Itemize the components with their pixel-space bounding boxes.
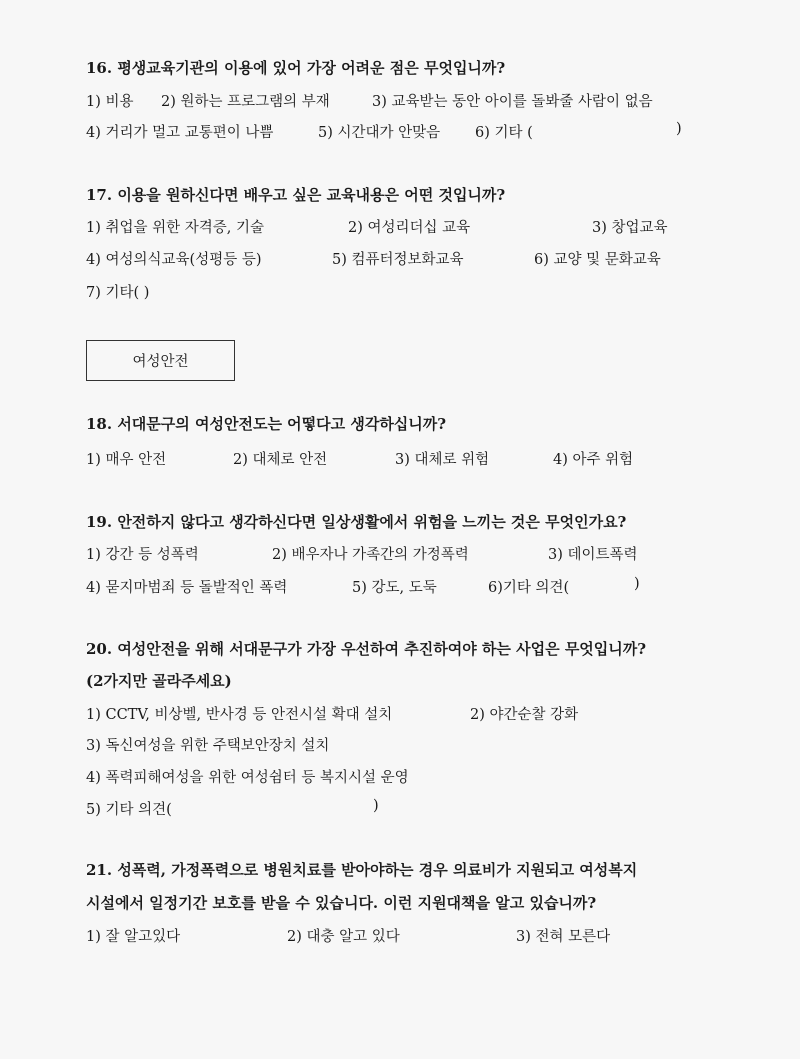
q16-option-4[interactable]: 4) 거리가 멀고 교통편이 나쁨	[86, 125, 274, 141]
question-21-title-line2: 시설에서 일정기간 보호를 받을 수 있습니다. 이런 지원대책을 알고 있습니까?	[86, 894, 597, 912]
q19-option-3[interactable]: 3) 데이트폭력	[548, 547, 638, 563]
question-18-title: 18. 서대문구의 여성안전도는 어떻다고 생각하십니까?	[86, 415, 447, 433]
section-header-women-safety: 여성안전	[86, 340, 235, 381]
q16-option-6[interactable]: 6) 기타 (	[475, 125, 533, 141]
q21-option-3[interactable]: 3) 전혀 모른다	[516, 929, 611, 945]
q19-option-6-close: )	[634, 576, 640, 592]
q19-option-4[interactable]: 4) 묻지마범죄 등 돌발적인 폭력	[86, 580, 288, 596]
q20-option-5-close: )	[373, 798, 379, 814]
q17-option-1[interactable]: 1) 취업을 위한 자격증, 기술	[86, 220, 264, 236]
q20-option-4[interactable]: 4) 폭력피해여성을 위한 여성쉼터 등 복지시설 운영	[86, 770, 409, 786]
q19-option-5[interactable]: 5) 강도, 도둑	[352, 580, 437, 596]
q16-option-5[interactable]: 5) 시간대가 안맞음	[318, 125, 441, 141]
question-21-title-line1: 21. 성폭력, 가정폭력으로 병원치료를 받아야하는 경우 의료비가 지원되고 여성복지	[86, 861, 638, 879]
q17-option-3[interactable]: 3) 창업교육	[592, 220, 668, 236]
question-20-title: 20. 여성안전을 위해 서대문구가 가장 우선하여 추진하여야 하는 사업은 무엇입니까?	[86, 640, 647, 658]
q17-option-5[interactable]: 5) 컴퓨터정보화교육	[332, 252, 464, 268]
q18-option-4[interactable]: 4) 아주 위험	[553, 452, 634, 468]
q20-option-5[interactable]: 5) 기타 의견(	[86, 802, 172, 818]
q21-option-1[interactable]: 1) 잘 알고있다	[86, 929, 181, 945]
q17-option-6[interactable]: 6) 교양 및 문화교육	[534, 252, 661, 268]
question-19-title: 19. 안전하지 않다고 생각하신다면 일상생활에서 위험을 느끼는 것은 무엇인가요?	[86, 513, 627, 531]
q18-option-3[interactable]: 3) 대체로 위험	[395, 452, 490, 468]
q20-option-2[interactable]: 2) 야간순찰 강화	[470, 707, 579, 723]
q16-option-2[interactable]: 2) 원하는 프로그램의 부재	[161, 94, 330, 110]
q21-option-2[interactable]: 2) 대충 알고 있다	[287, 929, 400, 945]
q18-option-2[interactable]: 2) 대체로 안전	[233, 452, 328, 468]
q20-option-3[interactable]: 3) 독신여성을 위한 주택보안장치 설치	[86, 738, 330, 754]
q18-option-1[interactable]: 1) 매우 안전	[86, 452, 167, 468]
q19-option-2[interactable]: 2) 배우자나 가족간의 가정폭력	[272, 547, 469, 563]
question-16-title: 16. 평생교육기관의 이용에 있어 가장 어려운 점은 무엇입니까?	[86, 59, 506, 77]
q17-option-4[interactable]: 4) 여성의식교육(성평등 등)	[86, 252, 262, 268]
q19-option-1[interactable]: 1) 강간 등 성폭력	[86, 547, 199, 563]
q16-option-6-close: )	[676, 121, 682, 137]
q16-option-3[interactable]: 3) 교육받는 동안 아이를 돌봐줄 사람이 없음	[372, 94, 653, 110]
question-20-subtitle: (2가지만 골라주세요)	[86, 672, 232, 690]
q17-option-2[interactable]: 2) 여성리더십 교육	[348, 220, 471, 236]
q16-option-1[interactable]: 1) 비용	[86, 94, 134, 110]
q17-option-7[interactable]: 7) 기타( )	[86, 285, 150, 301]
question-17-title: 17. 이용을 원하신다면 배우고 싶은 교육내용은 어떤 것입니까?	[86, 186, 506, 204]
q20-option-1[interactable]: 1) CCTV, 비상벨, 반사경 등 안전시설 확대 설치	[86, 707, 393, 723]
q19-option-6[interactable]: 6)기타 의견(	[488, 580, 570, 596]
